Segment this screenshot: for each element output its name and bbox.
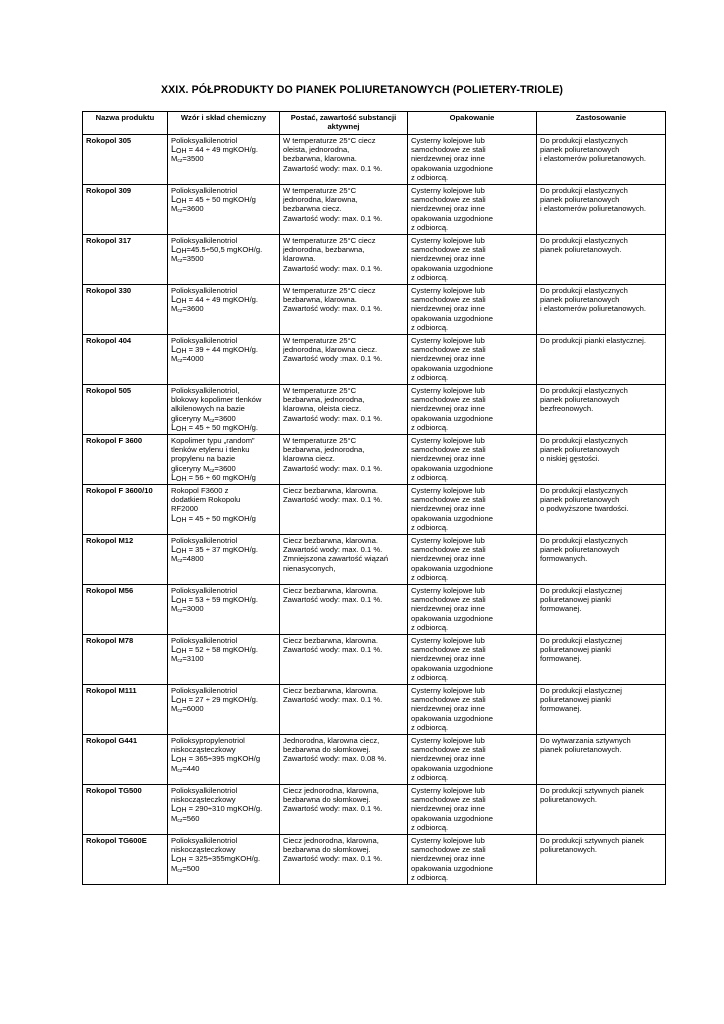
form-cell: W temperaturze 25°C ciecz oleista, jednorodna, bezbarwna, klarowna. Zawartość wody: max. 0.1 %. (280, 135, 408, 185)
packaging-cell: Cysterny kolejowe lub samochodowe ze stali nierdzewnej oraz inne opakowania uzgodnione z odbiorcą. (408, 335, 537, 385)
product-name: Rokopol TG500 (83, 785, 168, 835)
formula-cell: Polioksyalkilenotriol $L_{OH} = 27 \div 29$ mgKOH/g. $M_{cz}=6000$ (168, 685, 280, 735)
formula-cell: Polioksyalkilenotriol $L_{OH} = 45 \div 50$ mgKOH/g $M_{cz}=3600$ (168, 185, 280, 235)
packaging-cell: Cysterny kolejowe lub samochodowe ze stali nierdzewnej oraz inne opakowania uzgodnione z odbiorcą. (408, 585, 537, 635)
usage-cell: Do produkcji elastycznych pianek poliuretanowych o podwyższone twardości. (537, 485, 666, 535)
table-row (83, 385, 666, 435)
table-row (83, 635, 666, 685)
table-header-row (83, 112, 666, 135)
form-cell: W temperaturze 25°C jednorodna, klarowna, bezbarwna ciecz. Zawartość wody: max. 0.1 %. (280, 185, 408, 235)
formula-cell: Kopolimer typu „random” tlenków etylenu i tlenku propylenu na bazie gliceryny $M_{cz}=3600$ $L_{OH} = 56 \div 60$ mgKOH/g (168, 435, 280, 485)
table-row (83, 285, 666, 335)
formula-cell: Polioksyalkilenotriol $L_{OH} = 39 \div 44$ mgKOH/g. $M_{cz}=4000$ (168, 335, 280, 385)
formula-cell: Polioksyalkilenotriol $L_{OH} = 44 \div 49$ mgKOH/g. $M_{cz}=3600$ (168, 285, 280, 335)
usage-cell: Do produkcji elastycznych pianek poliuretanowych i elastomerów poliuretanowych. (537, 135, 666, 185)
usage-cell: Do produkcji elastycznych pianek poliuretanowych o niskiej gęstości. (537, 435, 666, 485)
packaging-cell: Cysterny kolejowe lub samochodowe ze stali nierdzewnej oraz inne opakowania uzgodnione z odbiorcą. (408, 535, 537, 585)
form-cell: Ciecz bezbarwna, klarowna. Zawartość wody: max. 0.1 %. (280, 635, 408, 685)
products-table (82, 111, 666, 885)
product-name: Rokopol 330 (83, 285, 168, 335)
formula-cell: Polioksyalkilenotriol niskocząsteczkowy $L_{OH} = 290\div 310$ mgKOH/g. $M_{cz}=560$ (168, 785, 280, 835)
product-name: Rokopol M111 (83, 685, 168, 735)
usage-cell: Do produkcji sztywnych pianek poliuretanowych. (537, 785, 666, 835)
product-name: Rokopol 317 (83, 235, 168, 285)
table-row (83, 735, 666, 785)
header-form: Postać, zawartość substancji aktywnej (280, 112, 408, 135)
form-cell: W temperaturze 25°C ciecz jednorodna, bezbarwna, klarowna. Zawartość wody: max. 0.1 %. (280, 235, 408, 285)
table-row (83, 185, 666, 235)
product-name: Rokopol TG600E (83, 835, 168, 885)
header-packaging: Opakowanie (408, 112, 537, 135)
form-cell: Ciecz bezbarwna, klarowna. Zawartość wody: max. 0.1 %. Zmniejszona zawartość wiązań nienasyconych, (280, 535, 408, 585)
usage-cell: Do produkcji pianki elastycznej. (537, 335, 666, 385)
packaging-cell: Cysterny kolejowe lub samochodowe ze stali nierdzewnej oraz inne opakowania uzgodnione z odbiorcą. (408, 185, 537, 235)
usage-cell: Do produkcji elastycznych pianek poliuretanowych. (537, 235, 666, 285)
formula-cell: Polioksypropylenotriol niskocząsteczkowy $L_{OH} = 365\div 395$ mgKOH/g $M_{cz}=440$ (168, 735, 280, 785)
usage-cell: Do produkcji sztywnych pianek poliuretanowych. (537, 835, 666, 885)
usage-cell: Do produkcji elastycznej poliuretanowej pianki formowanej. (537, 635, 666, 685)
product-name: Rokopol M12 (83, 535, 168, 585)
packaging-cell: Cysterny kolejowe lub samochodowe ze stali nierdzewnej oraz inne opakowania uzgodnione z odbiorcą. (408, 285, 537, 335)
table-row (83, 535, 666, 585)
packaging-cell: Cysterny kolejowe lub samochodowe ze stali nierdzewnej oraz inne opakowania uzgodnione z odbiorcą. (408, 635, 537, 685)
formula-cell: Polioksyalkilenotriol, blokowy kopolimer tlenków alkilenowych na bazie gliceryny $M_{cz}=3600$ $L_{OH} = 45 \div 50$ mgKOH/g. (168, 385, 280, 435)
packaging-cell: Cysterny kolejowe lub samochodowe ze stali nierdzewnej oraz inne opakowania uzgodnione z odbiorcą. (408, 235, 537, 285)
table-body (83, 135, 666, 885)
product-name: Rokopol F 3600 (83, 435, 168, 485)
form-cell: Ciecz bezbarwna, klarowna. Zawartość wody: max. 0.1 %. (280, 685, 408, 735)
product-name: Rokopol 305 (83, 135, 168, 185)
usage-cell: Do produkcji elastycznych pianek poliuretanowych formowanych. (537, 535, 666, 585)
formula-cell: Rokopol F3600 z dodatkiem Rokopolu RF2000 $L_{OH} = 45 \div 50$ mgKOH/g (168, 485, 280, 535)
packaging-cell: Cysterny kolejowe lub samochodowe ze stali nierdzewnej oraz inne opakowania uzgodnione z odbiorcą. (408, 435, 537, 485)
packaging-cell: Cysterny kolejowe lub samochodowe ze stali nierdzewnej oraz inne opakowania uzgodnione z odbiorcą. (408, 385, 537, 435)
product-name: Rokopol 404 (83, 335, 168, 385)
formula-cell: Polioksyalkilenotriol niskocząsteczkowy $L_{OH}$ = 325÷355mgKOH/g. $M_{cz}=500$ (168, 835, 280, 885)
packaging-cell: Cysterny kolejowe lub samochodowe ze stali nierdzewnej oraz inne opakowania uzgodnione z odbiorcą. (408, 785, 537, 835)
product-name: Rokopol 505 (83, 385, 168, 435)
product-name: Rokopol 309 (83, 185, 168, 235)
table-row (83, 685, 666, 735)
table-row (83, 435, 666, 485)
usage-cell: Do produkcji elastycznych pianek poliuretanowych i elastomerów poliuretanowych. (537, 185, 666, 235)
form-cell: Ciecz jednorodna, klarowna, bezbarwna do słomkowej. Zawartość wody: max. 0.1 %. (280, 785, 408, 835)
packaging-cell: Cysterny kolejowe lub samochodowe ze stali nierdzewnej oraz inne opakowania uzgodnione z odbiorcą. (408, 685, 537, 735)
form-cell: Ciecz bezbarwna, klarowna. Zawartość wody: max. 0.1 %. (280, 485, 408, 535)
packaging-cell: Cysterny kolejowe lub samochodowe ze stali nierdzewnej oraz inne opakowania uzgodnione z odbiorcą. (408, 735, 537, 785)
form-cell: W temperaturze 25°C bezbarwna, jednorodna, klarowna, oleista ciecz. Zawartość wody: max. 0.1 %. (280, 385, 408, 435)
formula-cell: Polioksyalkilenotriol $L_{OH} = 44 \div 49$ mgKOH/g. $M_{cz}=3500$ (168, 135, 280, 185)
packaging-cell: Cysterny kolejowe lub samochodowe ze stali nierdzewnej oraz inne opakowania uzgodnione z odbiorcą. (408, 135, 537, 185)
usage-cell: Do produkcji elastycznych pianek poliuretanowych i elastomerów poliuretanowych. (537, 285, 666, 335)
table-row (83, 485, 666, 535)
table-row (83, 835, 666, 885)
formula-cell: Polioksyalkilenotriol $L_{OH} = 53 \div 59$ mgKOH/g. $M_{cz}=3000$ (168, 585, 280, 635)
product-name: Rokopol M56 (83, 585, 168, 635)
table-row (83, 785, 666, 835)
header-usage: Zastosowanie (537, 112, 666, 135)
product-name: Rokopol F 3600/10 (83, 485, 168, 535)
usage-cell: Do produkcji elastycznej poliuretanowej pianki formowanej. (537, 585, 666, 635)
product-name: Rokopol G441 (83, 735, 168, 785)
formula-cell: Polioksyalkilenotriol $L_{OH} = 35 \div 37$ mgKOH/g. $M_{cz}=4800$ (168, 535, 280, 585)
header-formula: Wzór i skład chemiczny (168, 112, 280, 135)
table-row (83, 235, 666, 285)
table-row (83, 585, 666, 635)
form-cell: Ciecz jednorodna, klarowna, bezbarwna do słomkowej. Zawartość wody: max. 0.1 %. (280, 835, 408, 885)
packaging-cell: Cysterny kolejowe lub samochodowe ze stali nierdzewnej oraz inne opakowania uzgodnione z odbiorcą. (408, 835, 537, 885)
formula-cell: Polioksyalkilenotriol $L_{OH} = 52 \div 58$ mgKOH/g. $M_{cz}=3100$ (168, 635, 280, 685)
form-cell: W temperaturze 25°C bezbarwna, jednorodna, klarowna ciecz. Zawartość wody: max. 0.1 %. (280, 435, 408, 485)
formula-cell: Polioksyalkilenotriol $L_{OH}=45.5\div 50,5$ mgKOH/g. $M_{cz}=3500$ (168, 235, 280, 285)
page-title: XXIX. PÓŁPRODUKTY DO PIANEK POLIURETANOWYCH (POLIETERY-TRIOLE) (160, 84, 564, 96)
packaging-cell: Cysterny kolejowe lub samochodowe ze stali nierdzewnej oraz inne opakowania uzgodnione z odbiorcą. (408, 485, 537, 535)
table-row (83, 335, 666, 385)
form-cell: W temperaturze 25°C jednorodna, klarowna ciecz. Zawartość wody :max. 0.1 %. (280, 335, 408, 385)
product-name: Rokopol M78 (83, 635, 168, 685)
header-name: Nazwa produktu (83, 112, 168, 135)
usage-cell: Do produkcji elastycznej poliuretanowej pianki formowanej. (537, 685, 666, 735)
form-cell: Jednorodna, klarowna ciecz, bezbarwna do słomkowej. Zawartość wody: max. 0.08 %. (280, 735, 408, 785)
form-cell: W temperaturze 25°C ciecz bezbarwna, klarowna. Zawartość wody: max. 0.1 %. (280, 285, 408, 335)
table-row (83, 135, 666, 185)
usage-cell: Do wytwarzania sztywnych pianek poliuretanowych. (537, 735, 666, 785)
form-cell: Ciecz bezbarwna, klarowna. Zawartość wody: max. 0.1 %. (280, 585, 408, 635)
usage-cell: Do produkcji elastycznych pianek poliuretanowych bezfreonowych. (537, 385, 666, 435)
